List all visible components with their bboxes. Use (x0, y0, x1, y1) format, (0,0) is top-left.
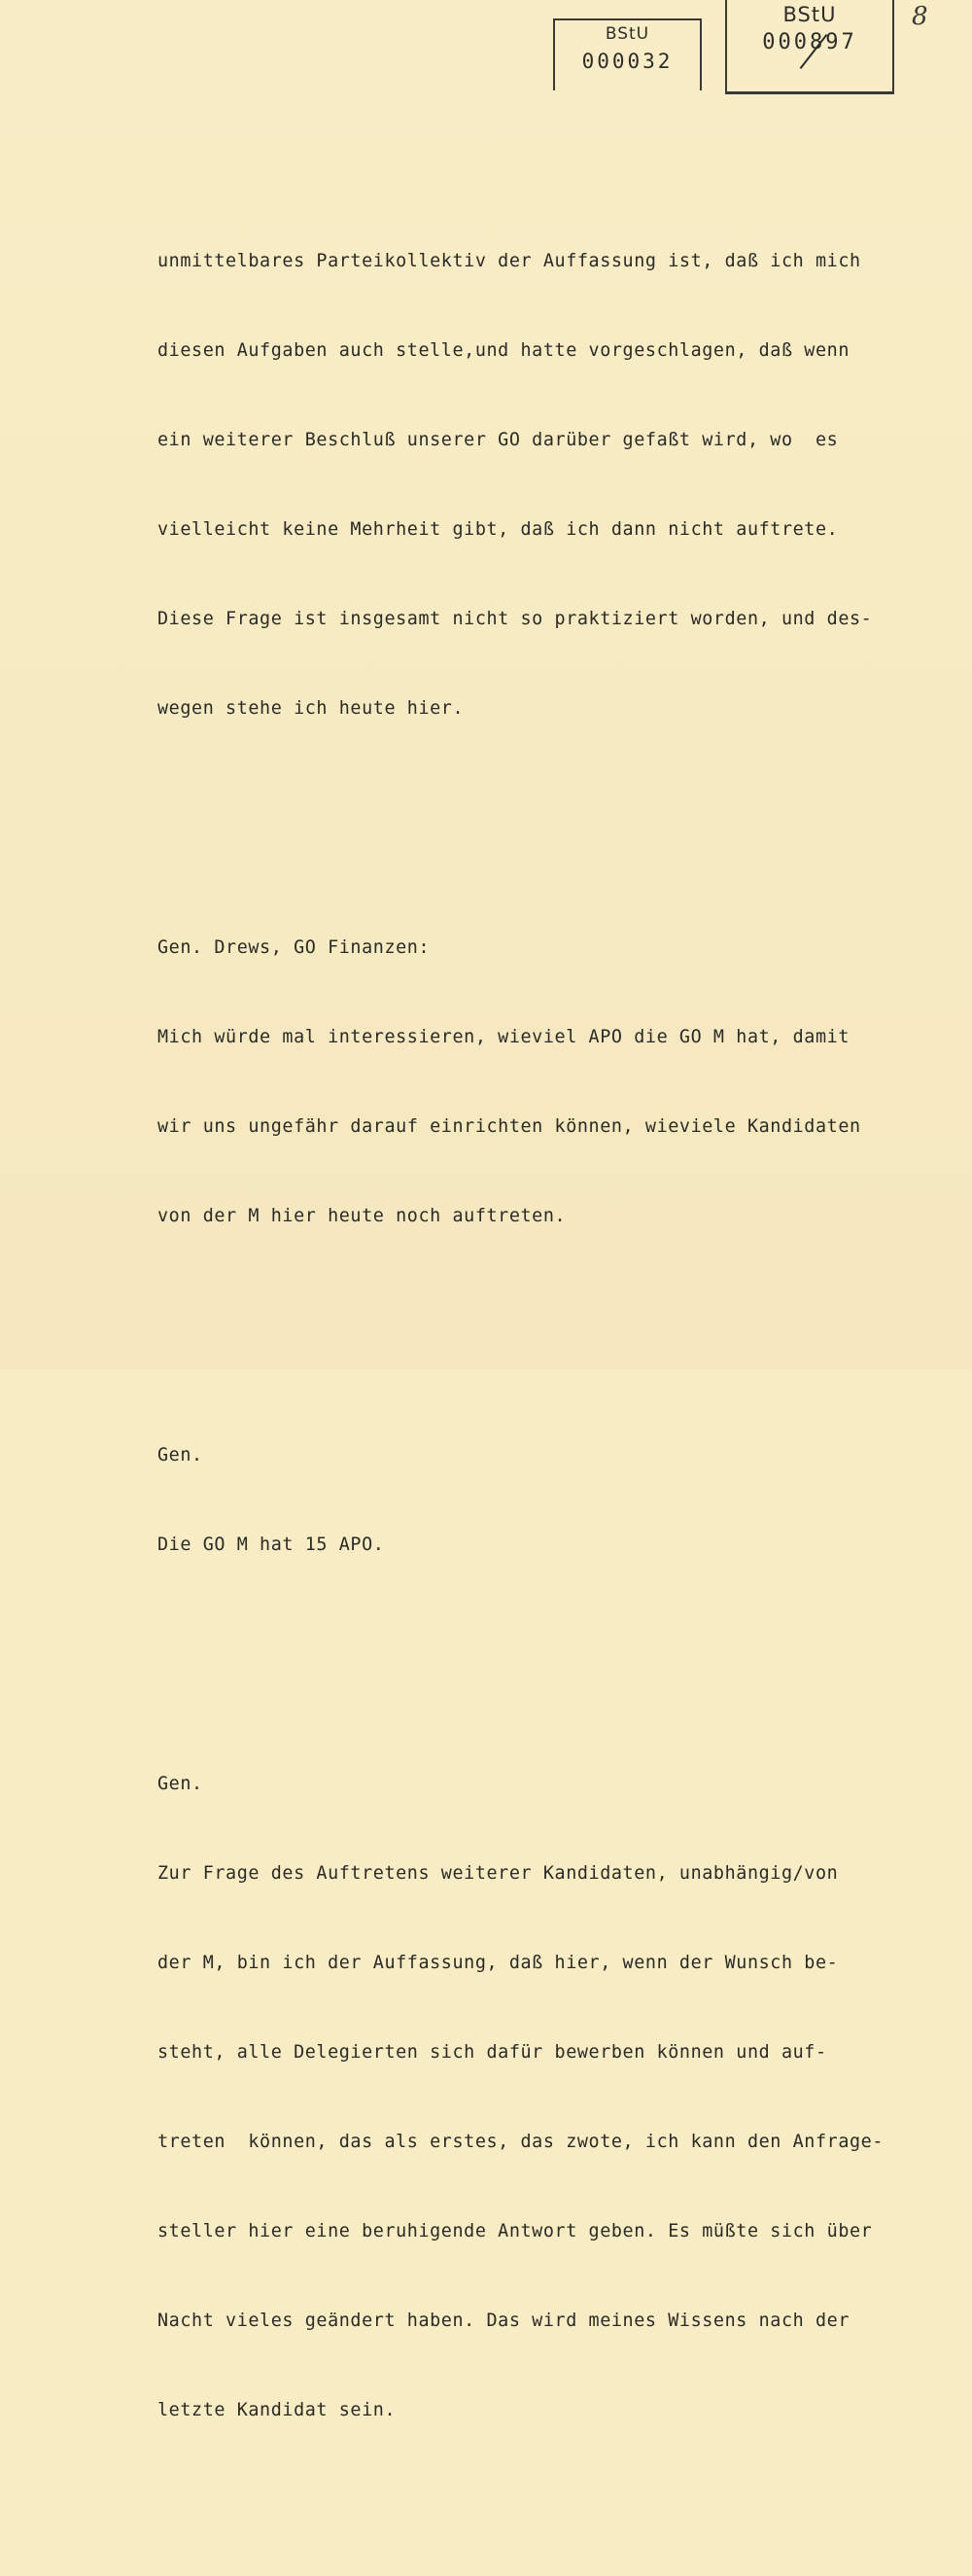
stamp-number-struck (727, 30, 892, 54)
text-line: treten können, das als erstes, das zwote, ich kann den Anfrage- (157, 2132, 885, 2153)
text-line: ein weiterer Beschluß unserer GO darüber gefaßt wird, wo es (157, 430, 839, 451)
text-line: Die GO M hat 15 APO. (157, 1535, 385, 1556)
text-line: von der M hier heute noch auftreten. (157, 1206, 567, 1227)
speaker-line: Gen. Drews, GO Finanzen: (157, 936, 431, 958)
stamp-label: BStU (782, 3, 837, 26)
text-line: Diese Frage ist insgesamt nicht so praktiziert worden, und des- (157, 609, 873, 630)
speaker-line: Gen. (157, 1444, 203, 1465)
text-line: Nacht vieles geändert haben. Das wird meines Wissens nach der (157, 2311, 850, 2332)
archive-stamp-previous (725, 0, 894, 94)
stamp-number: 000032 (581, 50, 674, 73)
text-line: wegen stehe ich heute hier. (157, 698, 465, 720)
text-line: vielleicht keine Mehrheit gibt, daß ich dann nicht auftrete. (157, 519, 839, 541)
text-line: unmittelbares Parteikollektiv der Auffassung ist, daß ich mich (157, 250, 861, 271)
paragraph (157, 187, 935, 784)
paragraph (157, 874, 935, 1292)
paragraph (157, 1710, 935, 2486)
speaker-line: Gen. (157, 1773, 203, 1794)
stamp-label: BStU (605, 24, 650, 44)
text-line: der M, bin ich der Auffassung, daß hier, wenn der Wunsch be- (157, 1952, 839, 1973)
paragraph (157, 1382, 935, 1621)
archive-stamp-current (553, 18, 702, 90)
stamp-number: 000897 (762, 30, 857, 54)
text-line: wir uns ungefähr darauf einrichten können, wieviele Kandidaten (157, 1116, 861, 1138)
transcript-body (157, 127, 935, 2576)
text-line: Mich würde mal interessieren, wieviel APO die GO M hat, damit (157, 1027, 850, 1048)
text-line: steht, alle Delegierten sich dafür bewerben können und auf- (157, 2041, 827, 2063)
handwritten-page-number: 8 (912, 2, 928, 31)
text-line: Zur Frage des Auftretens weiterer Kandidaten, unabhängig/von (157, 1862, 839, 1884)
text-line: diesen Aufgaben auch stelle,und hatte vorgeschlagen, daß wenn (157, 339, 850, 361)
text-line: letzte Kandidat sein. (157, 2400, 397, 2421)
text-line: steller hier eine beruhigende Antwort geben. Es müßte sich über (157, 2221, 873, 2242)
